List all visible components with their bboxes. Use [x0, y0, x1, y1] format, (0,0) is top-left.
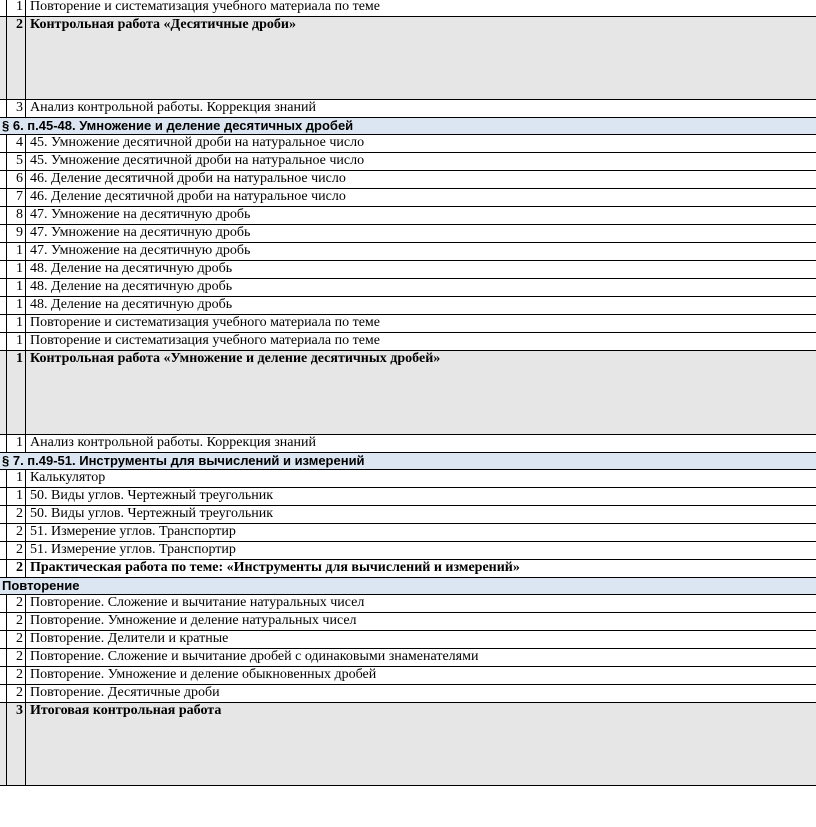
table-row-practical — [0, 560, 816, 578]
lesson-topic: Анализ контрольной работы. Коррекция знаний — [26, 435, 816, 453]
lesson-topic: Практическая работа по теме: «Инструменты для вычислений и измерений» — [26, 560, 816, 578]
table-row — [0, 542, 816, 560]
table-row — [0, 243, 816, 261]
lesson-topic: 51. Измерение углов. Транспортир — [26, 524, 816, 542]
lesson-topic: Повторение. Десятичные дроби — [26, 685, 816, 703]
lesson-topic: 45. Умножение десятичной дроби на натуральное число — [26, 153, 816, 171]
table-row — [0, 315, 816, 333]
table-row — [0, 100, 816, 118]
table-row — [0, 297, 816, 315]
lesson-number: 2 — [7, 613, 26, 631]
lesson-topic: Контрольная работа «Десятичные дроби» — [26, 17, 816, 100]
lesson-topic: 46. Деление десятичной дроби на натуральное число — [26, 171, 816, 189]
table-row — [0, 189, 816, 207]
lesson-number: 2 — [7, 631, 26, 649]
lesson-number: 1 — [7, 243, 26, 261]
lesson-number: 3 — [7, 703, 26, 786]
lesson-topic: 45. Умножение десятичной дроби на натуральное число — [26, 135, 816, 153]
lesson-number: 5 — [7, 153, 26, 171]
lesson-number: 9 — [7, 225, 26, 243]
lesson-number: 4 — [7, 135, 26, 153]
lesson-topic: 46. Деление десятичной дроби на натуральное число — [26, 189, 816, 207]
lesson-topic: 48. Деление на десятичную дробь — [26, 297, 816, 315]
lesson-topic: Повторение. Умножение и деление обыкновенных дробей — [26, 667, 816, 685]
table-row-test — [0, 17, 816, 100]
table-row — [0, 171, 816, 189]
table-row — [0, 261, 816, 279]
lesson-topic: 47. Умножение на десятичную дробь — [26, 243, 816, 261]
lesson-topic: Повторение. Умножение и деление натуральных чисел — [26, 613, 816, 631]
lesson-topic: 48. Деление на десятичную дробь — [26, 279, 816, 297]
lesson-number: 1 — [7, 0, 26, 17]
section-title: § 7. п.49-51. Инструменты для вычислений и измерений — [0, 453, 816, 470]
table-row — [0, 613, 816, 631]
lesson-topic: Повторение и систематизация учебного материала по теме — [26, 315, 816, 333]
lesson-topic: 50. Виды углов. Чертежный треугольник — [26, 506, 816, 524]
table-row — [0, 135, 816, 153]
lesson-number: 1 — [7, 488, 26, 506]
lesson-number: 1 — [7, 435, 26, 453]
table-row — [0, 649, 816, 667]
lesson-number: 1 — [7, 470, 26, 488]
lesson-topic: Повторение. Сложение и вычитание натуральных чисел — [26, 595, 816, 613]
table-row — [0, 435, 816, 453]
lesson-number: 1 — [7, 351, 26, 435]
lesson-number: 3 — [7, 100, 26, 118]
section-title: Повторение — [0, 578, 816, 595]
section-header-row — [0, 118, 816, 135]
lesson-number: 1 — [7, 279, 26, 297]
lesson-number: 1 — [7, 315, 26, 333]
table-row — [0, 595, 816, 613]
lesson-number: 2 — [7, 685, 26, 703]
table-row-test — [0, 351, 816, 435]
lesson-number: 2 — [7, 667, 26, 685]
lesson-number: 1 — [7, 261, 26, 279]
lesson-number: 1 — [7, 297, 26, 315]
section-header-row — [0, 453, 816, 470]
lesson-topic: 48. Деление на десятичную дробь — [26, 261, 816, 279]
lesson-topic: Калькулятор — [26, 470, 816, 488]
lesson-number: 2 — [7, 649, 26, 667]
table-row — [0, 0, 816, 17]
lesson-topic: 47. Умножение на десятичную дробь — [26, 225, 816, 243]
lesson-topic: Повторение и систематизация учебного материала по теме — [26, 333, 816, 351]
lesson-topic: 47. Умножение на десятичную дробь — [26, 207, 816, 225]
lesson-number: 1 — [7, 333, 26, 351]
table-row — [0, 225, 816, 243]
lesson-topic: 51. Измерение углов. Транспортир — [26, 542, 816, 560]
section-header-row — [0, 578, 816, 595]
lesson-number: 2 — [7, 560, 26, 578]
table-row — [0, 685, 816, 703]
table-row — [0, 333, 816, 351]
lesson-number: 7 — [7, 189, 26, 207]
lesson-topic: Контрольная работа «Умножение и деление десятичных дробей» — [26, 351, 816, 435]
table-row — [0, 506, 816, 524]
lesson-topic: Итоговая контрольная работа — [26, 703, 816, 786]
lesson-number: 8 — [7, 207, 26, 225]
table-row — [0, 488, 816, 506]
lesson-number: 2 — [7, 524, 26, 542]
lesson-topic: Повторение. Делители и кратные — [26, 631, 816, 649]
table-row-test — [0, 703, 816, 786]
lesson-number: 2 — [7, 17, 26, 100]
lesson-topic: Повторение и систематизация учебного материала по теме — [26, 0, 816, 17]
table-row — [0, 470, 816, 488]
lesson-topic: Анализ контрольной работы. Коррекция знаний — [26, 100, 816, 118]
table-row — [0, 524, 816, 542]
lesson-topic: Повторение. Сложение и вычитание дробей с одинаковыми знаменателями — [26, 649, 816, 667]
lesson-number: 2 — [7, 506, 26, 524]
table-row — [0, 207, 816, 225]
lesson-number: 2 — [7, 595, 26, 613]
lesson-number: 6 — [7, 171, 26, 189]
table-row — [0, 667, 816, 685]
lesson-topic: 50. Виды углов. Чертежный треугольник — [26, 488, 816, 506]
table-row — [0, 153, 816, 171]
section-title: § 6. п.45-48. Умножение и деление десятичных дробей — [0, 118, 816, 135]
table-row — [0, 279, 816, 297]
table-row — [0, 631, 816, 649]
lesson-number: 2 — [7, 542, 26, 560]
